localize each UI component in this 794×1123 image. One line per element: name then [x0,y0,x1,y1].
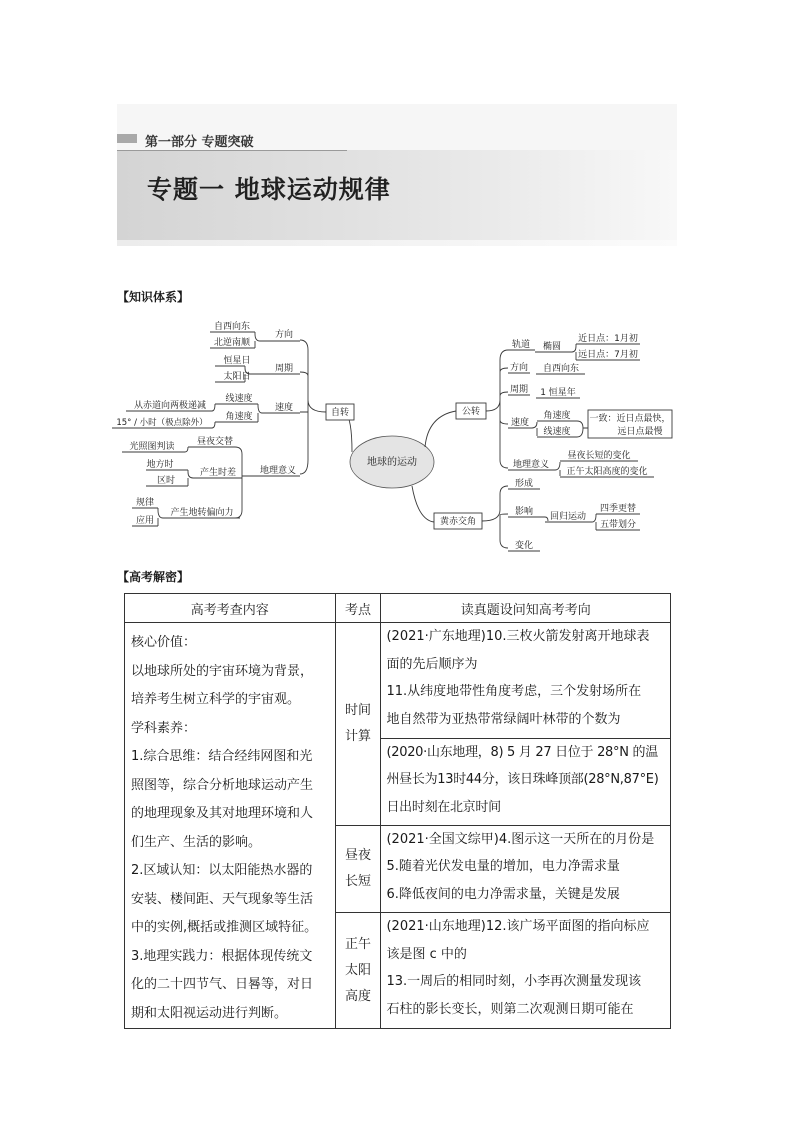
content-line: 们生产、生活的影响。 [131,834,262,850]
rev-orbit-item-1: 近日点：1月初 [578,334,638,344]
point-line: 计算 [345,728,372,744]
section-label: 第一部分 专题突破 [145,135,254,150]
question-line: 6.降低夜间的电力净需求量，关键是发展 [386,886,620,902]
rot-time-diff-label: 产生时差 [199,468,237,478]
obliquity-effect-label: 回归运动 [549,512,587,522]
rev-geo-label: 地理意义 [512,460,550,470]
rev-direction-item: 自西向东 [542,364,580,374]
rot-direction-label: 方向 [274,330,294,340]
rev-speed-note-2: 远日点最慢 [617,427,663,437]
question-line: 5.随着光伏发电量的增加，电力净需求量 [386,859,620,875]
content-line: 学科素养： [131,720,197,736]
exam-point-noon-sun [335,913,381,1029]
rot-linear-speed-item: 从赤道向两极递减 [133,401,207,411]
point-line: 长短 [345,874,372,890]
rot-angular-speed-item: 15° / 小时（极点除外） [116,418,208,428]
table-header: 高考考查内容 [125,594,336,623]
rot-time-diff-item-2: 区时 [156,476,176,486]
question-line: (2021·全国文综甲)4.图示这一天所在的月份是 [386,831,655,847]
content-line: 的地理现象及其对地理环境和人 [131,806,314,821]
obliquity-label: 黄赤交角 [439,517,477,527]
rot-period-label: 周期 [274,364,294,374]
rev-speed-label: 速度 [510,418,530,428]
table-header: 读真题设问知高考考向 [381,594,671,623]
exam-point-time-calc [335,623,381,826]
rot-deflection-item-1: 规律 [135,498,155,508]
exam-point-day-length [335,825,381,912]
rot-direction-item-2: 北逆南顺 [213,338,251,348]
rev-period-label: 周期 [509,385,529,395]
table-header: 考点 [335,594,381,623]
point-line: 昼夜 [345,848,372,864]
revolution-label: 公转 [461,407,481,417]
rotation-bracket [300,340,326,474]
content-line: 核心价值： [131,635,197,650]
rot-deflection-item-2: 应用 [135,516,155,526]
rot-day-night-label: 昼夜交替 [196,437,234,447]
question-line: 日出时刻在北京时间 [386,799,501,815]
rot-deflection-label: 产生地转偏向力 [170,508,234,518]
rot-angular-speed-label: 角速度 [225,412,253,422]
content-line: 中的实例,概括或推测区域特征。 [131,920,318,935]
rot-geo-label: 地理意义 [259,466,297,476]
rot-speed-label: 速度 [274,403,294,413]
content-line: 3.地理实践力：根据体现传统文 [131,948,313,964]
rev-geo-item-1: 昼夜长短的变化 [567,451,631,461]
point-line: 太阳 [345,962,372,978]
rev-geo-item-2: 正午太阳高度的变化 [566,467,648,477]
obliquity-effect-item-2: 五带划分 [599,520,637,530]
exam-content-cell [125,623,336,1029]
rev-period-item: 1 恒星年 [540,388,576,398]
obliquity-item-change: 变化 [514,541,534,551]
exam-analysis-table [124,593,671,1029]
question-cell [381,738,671,825]
content-line: 期和太阳视运动进行判断。 [131,1005,288,1021]
content-line: 安装、楼间距、天气现象等生活 [131,891,314,907]
rev-linear-speed: 线速度 [543,427,571,437]
center-to-obliquity [412,486,434,522]
rot-time-diff-item-1: 地方时 [146,460,174,470]
chapter-title: 专题一 地球运动规律 [147,175,391,204]
rot-day-night-item: 光照图判读 [129,442,175,452]
question-line: 面的先后顺序为 [386,656,478,672]
content-line: 2.区域认知：以太阳能热水器的 [131,863,313,878]
knowledge-system-heading: 【知识体系】 [117,290,190,304]
rot-direction-item-1: 自西向东 [213,322,251,332]
table-row [125,623,671,739]
rotation-label: 自转 [330,408,350,418]
point-line: 时间 [345,702,372,718]
rot-period-item-1: 恒星日 [223,356,251,366]
question-line: 11.从纬度地带性角度考虑，三个发射场所在 [386,684,642,699]
question-line: 该是图 c 中的 [386,946,467,962]
obliquity-item-effect: 影响 [514,507,534,517]
question-line: 州昼长为13时44分，该日珠峰顶部(28°N,87°E) [386,772,659,788]
question-cell [381,913,671,1029]
content-line: 照图等，综合分析地球运动产生 [131,777,314,793]
obliquity-item-formation: 形成 [514,479,534,489]
rev-speed-note-1: 一致：近日点最快， [589,414,671,424]
question-line: (2020·山东地理，8) 5 月 27 日位于 28°N 的温 [386,744,658,760]
table-header-row [125,594,671,623]
point-line: 正午 [345,936,372,952]
content-line: 1.综合思维：结合经纬网图和光 [131,749,313,764]
obliquity-effect-item-1: 四季更替 [599,504,637,514]
content-line: 以地球所处的宇宙环境为背景， [131,663,314,679]
center-to-revolution [425,411,456,447]
question-line: (2021·山东地理)12.该广场平面图的指向标应 [386,919,650,935]
rev-orbit-label: 轨道 [511,340,531,350]
rev-orbit-shape: 椭圆 [542,342,562,352]
rot-linear-speed-label: 线速度 [225,394,253,404]
question-line: 13.一周后的相同时刻，小李再次测量发现该 [386,974,642,990]
rot-period-item-2: 太阳日 [223,372,251,382]
question-line: (2021·广东地理)10.三枚火箭发射离开地球表 [386,629,650,644]
rev-angular-speed: 角速度 [543,411,571,421]
center-label: 地球的运动 [367,457,417,468]
point-line: 高度 [345,988,372,1004]
question-line: 地自然带为亚热带常绿阔叶林带的个数为 [386,711,621,727]
rev-orbit-item-2: 远日点：7月初 [578,350,638,360]
question-line: 石柱的影长变长，则第二次观测日期可能在 [386,1001,634,1017]
question-cell [381,825,671,912]
question-cell [381,623,671,739]
content-line: 培养考生树立科学的宇宙观。 [131,692,301,707]
rev-direction-label: 方向 [509,363,529,373]
exam-analysis-heading: 【高考解密】 [117,570,190,584]
content-line: 化的二十四节气、日晷等，对日 [131,977,314,992]
